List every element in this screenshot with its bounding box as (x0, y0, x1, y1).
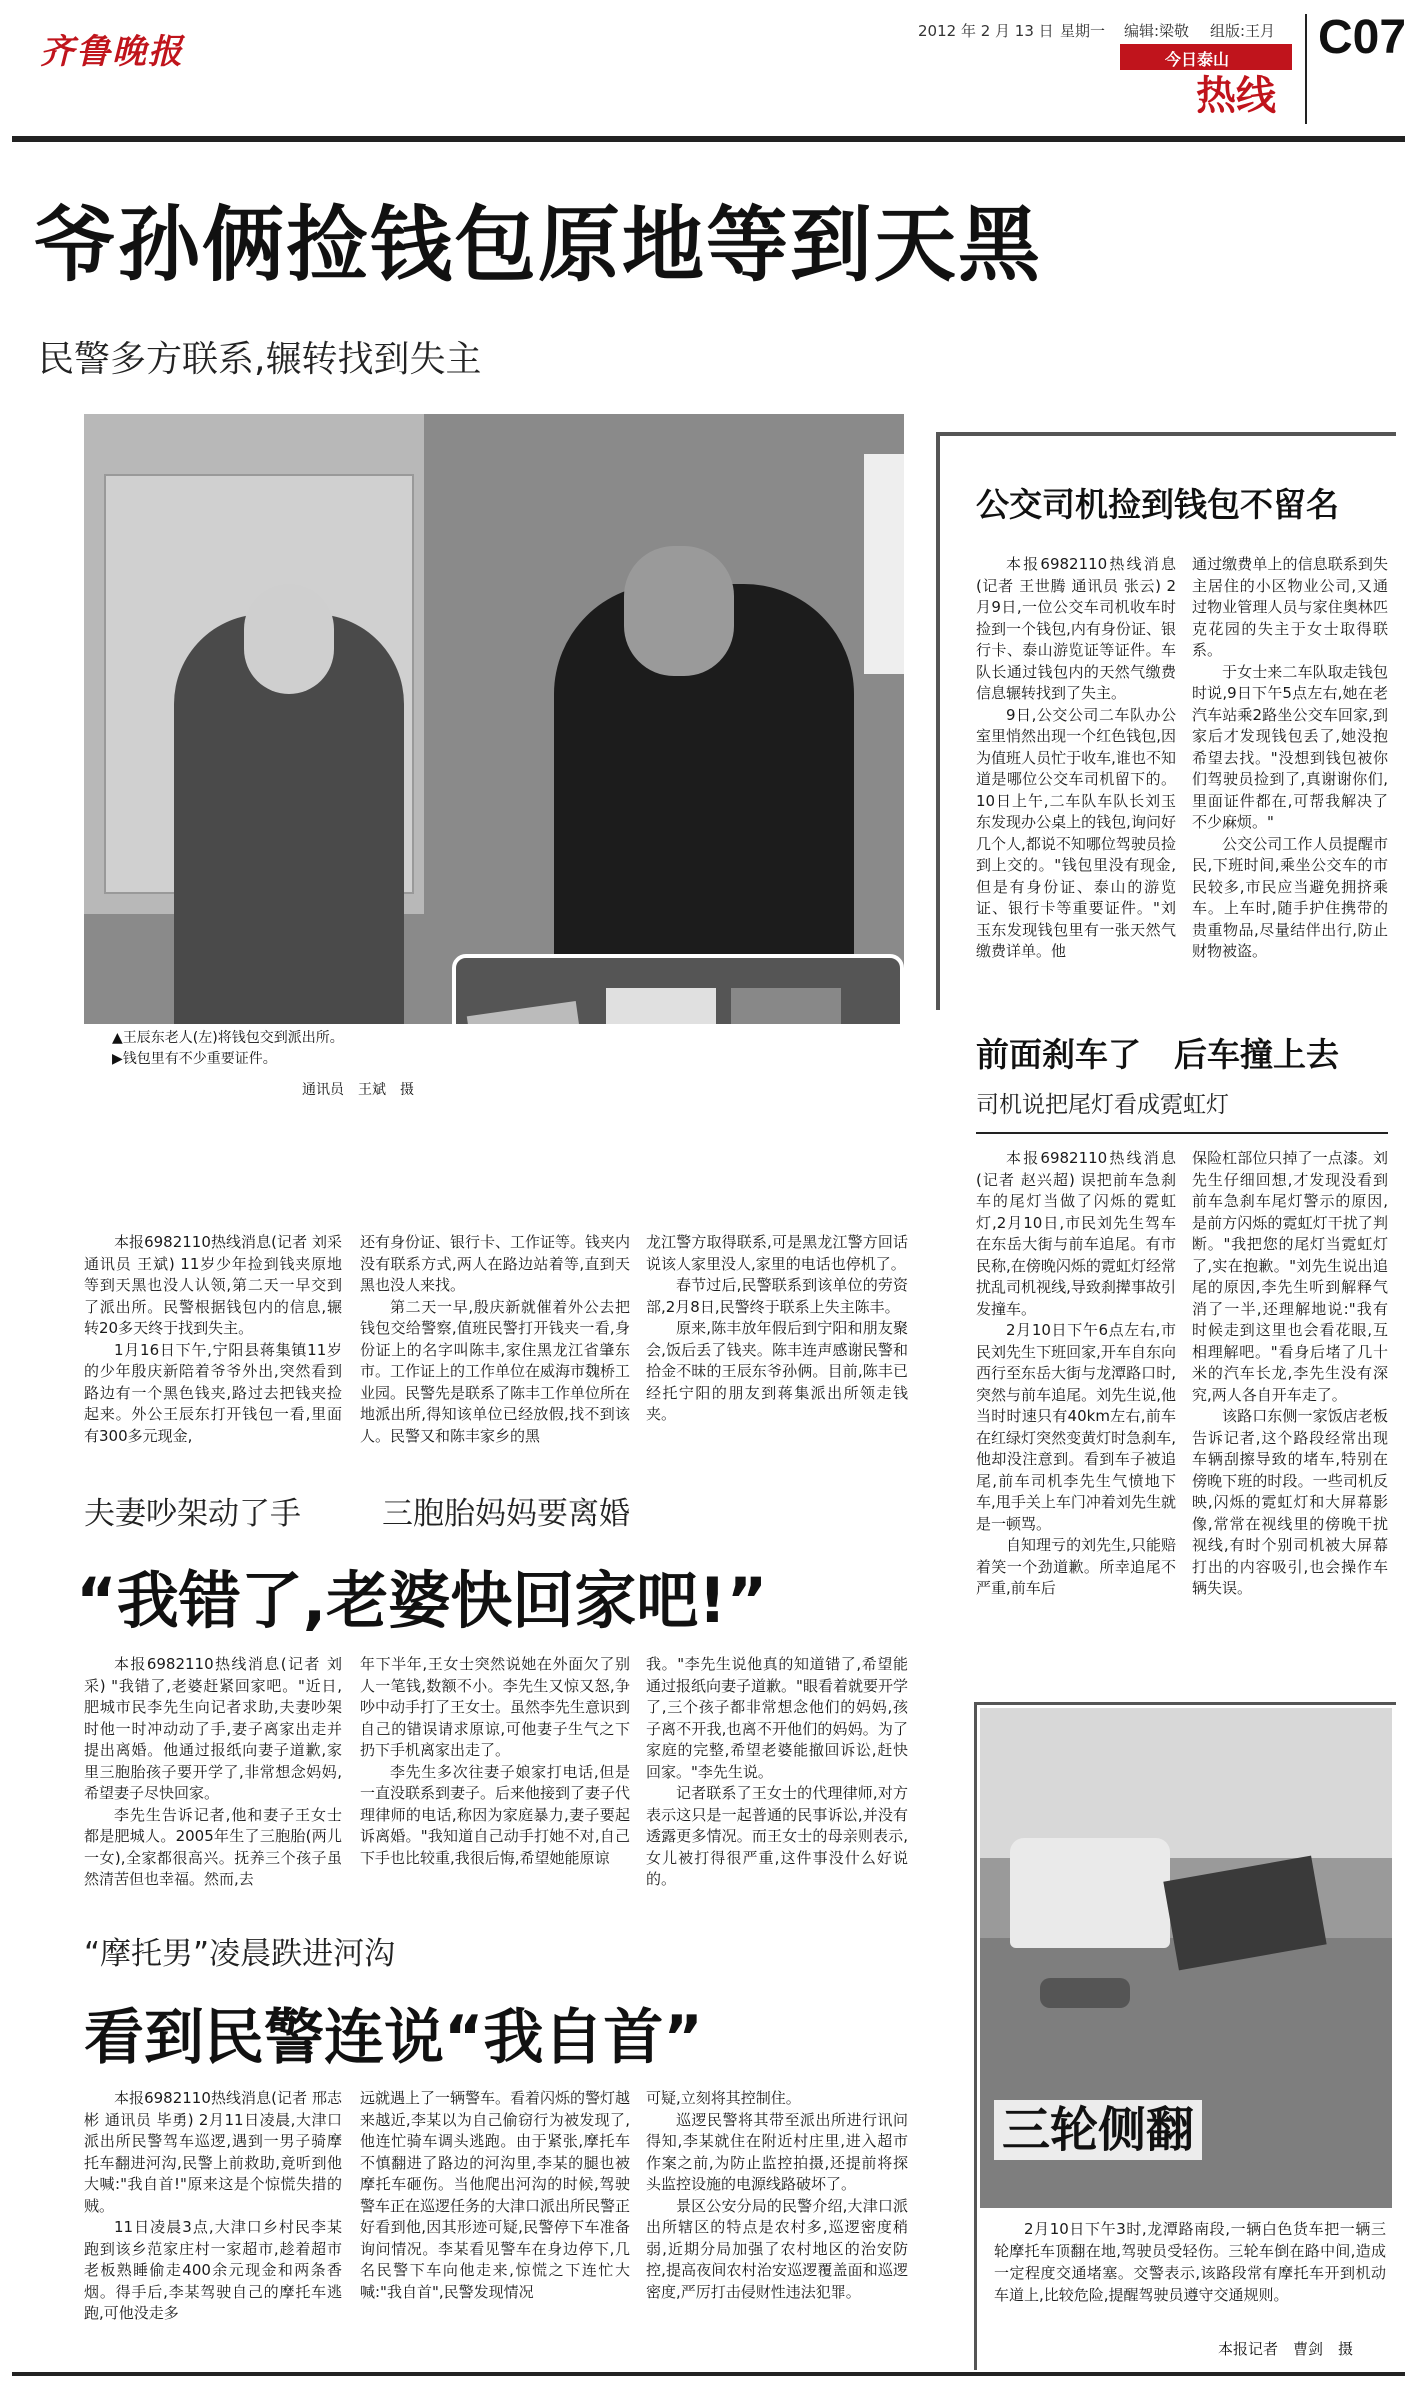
story2-headline: 前面刹车了 后车撞上去 (976, 1035, 1339, 1074)
photo-story-body (994, 2218, 1386, 2328)
sidebar-para: 9日,公交公司二车队办公室里悄然出现一个红色钱包,因为值班人员忙于收车,谁也不知道是哪位公交车司机留下的。10日上午,二车队车队长刘玉东发现办公桌上的钱包,询问好几个人,都说不知哪位驾驶员捡到上交的。"钱包里没有现金,但是有身份证、泰山的游览证、银行卡等重要证件。"刘玉东发现钱包里有一张天然气缴费详单。他 (976, 705, 1176, 960)
story3-body-col1 (84, 1654, 342, 1934)
issue-date: 2012 年 2 月 13 日 (918, 22, 1054, 40)
photo-story-credit: 本报记者 曹剑 摄 (1218, 2340, 1354, 2358)
story4-body-col3 (646, 2088, 908, 2350)
masthead-divider (1305, 14, 1307, 124)
story4-para: 本报6982110热线消息(记者 邢志彬 通讯员 毕勇) 2月11日凌晨,大津口派出所民警驾车巡逻,遇到一男子骑摩托车翻进河沟,民警上前救助,竟听到他大喊:"我自首!"原来这是个惊慌失措的贼。 (84, 2089, 342, 2215)
story2-para: 该路口东侧一家饭店老板告诉记者,这个路段经常出现车辆刮擦导致的堵车,特别在傍晚下班的时段。一些司机反映,闪烁的霓虹灯和大屏幕影像,常常在视线里的傍晚干扰视线,有时个别司机被大屏幕打出的内容吸引,也会操作车辆失误。 (1192, 1407, 1388, 1597)
page-number: C07 (1318, 11, 1407, 64)
inset-photo-wallet-contents (452, 954, 904, 1024)
story2-para: 自知理亏的刘先生,只能赔着笑一个劲道歉。所幸追尾不严重,前车后 (976, 1536, 1176, 1597)
story4-kicker: “摩托男”凌晨跌进河沟 (84, 1936, 396, 1972)
story2-para: 2月10日下午6点左右,市民刘先生下班回家,开车自东向西行至东岳大街与龙潭路口时,突然与前车追尾。刘先生说,他当时时速只有40km左右,前车在红绿灯突然变黄灯时急刹车,他却没注意到。看到车子被追尾,前车司机李先生气愤地下车,甩手关上车门冲着刘先生就是一顿骂。 (976, 1321, 1176, 1533)
designer-credit: 组版:王月 (1210, 22, 1276, 40)
story3-para: 记者联系了王女士的代理律师,对方表示这只是一起普通的民事诉讼,并没有透露更多情况。而王女士的母亲则表示,女儿被打得很严重,这件事没什么好说的。 (646, 1784, 908, 1888)
story1-subhead: 民警多方联系,辗转找到失主 (38, 339, 482, 380)
story4-body-col1 (84, 2088, 342, 2350)
story4-headline: 看到民警连说“我自首” (84, 2003, 703, 2073)
photo-story-headline: 三轮侧翻 (994, 2100, 1202, 2160)
story3-kicker-a: 夫妻吵架动了手 (84, 1496, 301, 1532)
story3-para: 我。"李先生说他真的知道错了,希望能通过报纸向妻子道歉。"眼看着就要开学了,三个孩子都非常想念他们的妈妈,孩子离不开我,也离不开他们的妈妈。为了家庭的完整,希望老婆能撤回诉讼,赶快回家。"李先生说。 (646, 1655, 908, 1781)
story3-headline: “我错了,老婆快回家吧!” (76, 1564, 768, 1637)
story4-para: 远就遇上了一辆警车。看着闪烁的警灯越来越近,李某以为自己偷窃行为被发现了,他连忙骑车调头逃跑。由于紧张,摩托车不慎翻进了路边的河沟里,李某的腿也被摩托车砸伤。当他爬出河沟的时候,驾驶警车正在巡逻任务的大津口派出所民警正好看到他,因其形迹可疑,民警停下车准备询问情况。李某看见警车在身边停下,几名民警下车向他走来,惊慌之下连忙大喊:"我自首",民警发现情况 (360, 2089, 630, 2301)
sidebar-para: 本报6982110热线消息(记者 王世腾 通讯员 张云) 2月9日,一位公交车司机收车时捡到一个钱包,内有身份证、银行卡、泰山游览证等证件。车队长通过钱包内的天然气缴费信息辗转找到了失主。 (976, 555, 1176, 702)
story2-subhead: 司机说把尾灯看成霓虹灯 (976, 1092, 1229, 1118)
story1-body-col2 (360, 1232, 630, 1472)
story3-body-col2 (360, 1654, 630, 1934)
editor-credit: 编辑:梁敬 (1124, 22, 1190, 40)
photo-debris (1040, 1978, 1130, 2008)
story3-body-col3 (646, 1654, 908, 1934)
story2-body-col2 (1192, 1148, 1388, 1668)
story1-para: 1月16日下午,宁阳县蒋集镇11岁的少年殷庆新陪着爷爷外出,突然看到路边有一个黑色钱夹,路过去把钱夹捡起来。外公王辰东打开钱包一看,里面有300多元现金, (84, 1340, 342, 1445)
story4-para: 11日凌晨3点,大津口乡村民李某跑到该乡范家庄村一家超市,趁着超市老板熟睡偷走400余元现金和两条香烟。得手后,李某驾驶自己的摩托车逃跑,可他没走多 (84, 2218, 342, 2322)
photo-white-suv (1010, 1838, 1170, 1948)
story2-para: 保险杠部位只掉了一点漆。刘先生仔细回想,才发现没看到前车急刹车尾灯警示的原因,是前方闪烁的霓虹灯干扰了判断。"我把您的尾灯当霓虹灯了,实在抱歉。"刘先生说出追尾的原因,李先生听到解释气消了一半,还理解地说:"我有时候走到这里也会看花眼,互相理解吧。"看身后堵了几十米的汽车长龙,李先生没有深究,两人各自开车走了。 (1192, 1149, 1388, 1404)
sidebar-body-col1 (976, 554, 1176, 998)
sidebar-para: 于女士来二车队取走钱包时说,9日下午5点左右,她在老汽车站乘2路坐公交车回家,到家后才发现钱包丢了,她没抱希望去找。"没想到钱包被你们驾驶员捡到了,真谢谢你们,里面证件都在,可帮我解决了不少麻烦。" (1192, 662, 1388, 831)
story1-para: 龙江警方取得联系,可是黑龙江警方回话说该人家里没人,家里的电话也停机了。 (646, 1233, 908, 1273)
photo-elder-head (244, 584, 334, 694)
sidebar-para: 通过缴费单上的信息联系到失主居住的小区物业公司,又通过物业管理人员与家住奥林匹克花园的失主于女士取得联系。 (1192, 555, 1388, 659)
caption-line-2: ▶钱包里有不少重要证件。 (112, 1051, 277, 1067)
story1-photo (84, 414, 904, 1024)
footer-rule (12, 2372, 1405, 2376)
story1-para: 原来,陈丰放年假后到宁阳和朋友聚会,饭后丢了钱夹。陈丰连声感谢民警和拾金不昧的王辰东爷孙俩。目前,陈丰已经托宁阳的朋友到蒋集派出所领走钱夹。 (646, 1319, 908, 1423)
story3-para: 李先生告诉记者,他和妻子王女士都是肥城人。2005年生了三胞胎(两儿一女),全家都很高兴。抚养三个孩子虽然清苦但也幸福。然而,去 (84, 1805, 342, 1888)
story2-para: 本报6982110热线消息(记者 赵兴超) 误把前车急刹车的尾灯当做了闪烁的霓虹灯,2月10日,市民刘先生驾车在东岳大街与前车追尾。有市民称,在傍晚闪烁的霓虹灯经常扰乱司机视线,导致刹撵事故引发撞车。 (976, 1149, 1176, 1318)
photo-credit: 通讯员 王斌 摄 (302, 1082, 414, 1098)
story3-para: 李先生多次往妻子娘家打电话,但是一直没联系到妻子。后来他接到了妻子代理律师的电话,称因为家庭暴力,妻子要起诉离婚。"我知道自己动手打她不对,自己下手也比较重,我很后悔,希望她能原谅 (360, 1762, 630, 1867)
inset-bank-card (731, 988, 841, 1024)
newspaper-logo: 齐鲁晚报 (40, 32, 184, 72)
sidebar-para: 公交公司工作人员提醒市民,下班时间,乘坐公交车的市民较多,市民应当避免拥挤乘车。上车时,随手护住携带的贵重物品,尽量结伴出行,防止财物被盗。 (1192, 834, 1388, 960)
photo-road (980, 1938, 1392, 2208)
caption-line-1: ▲王辰东老人(左)将钱包交到派出所。 (112, 1030, 344, 1046)
photo-sky (980, 1708, 1392, 1858)
story1-body-col3 (646, 1232, 908, 1472)
story1-para: 还有身份证、银行卡、工作证等。钱夹内没有联系方式,两人在路边站着等,直到天黑也没人来找。 (360, 1233, 630, 1294)
masthead (0, 0, 1417, 140)
story1-para: 本报6982110热线消息(记者 刘采 通讯员 王斌) 11岁少年捡到钱夹原地等到天黑也没人认领,第二天一早交到了派出所。民警根据钱包内的信息,辗转20多天终于找到失主。 (84, 1233, 342, 1337)
story4-body-col2 (360, 2088, 630, 2350)
story4-para: 景区公安分局的民警介绍,大津口派出所辖区的特点是农村多,巡逻密度稍弱,近期分局加强了农村地区的治安防控,提高夜间农村治安巡逻覆盖面和巡逻密度,严厉打击侵财性违法犯罪。 (646, 2196, 908, 2301)
masthead-rule (12, 136, 1405, 142)
sidebar-body-col2 (1192, 554, 1388, 998)
story3-para: 年下半年,王女士突然说她在外面欠了别人一笔钱,数额不小。李先生又惊又怒,争吵中动手打了王女士。虽然李先生意识到自己的错误请求原谅,可他妻子生气之下扔下手机离家出走了。 (360, 1655, 630, 1759)
inset-banknotes (467, 1001, 595, 1024)
story3-kicker-b: 三胞胎妈妈要离婚 (382, 1496, 630, 1532)
story4-para: 可疑,立刻将其控制住。 (646, 2089, 801, 2107)
story1-para: 春节过后,民警联系到该单位的劳资部,2月8日,民警终于联系上失主陈丰。 (646, 1276, 908, 1316)
photo-officer-head (624, 546, 734, 676)
sidebar-headline: 公交司机捡到钱包不留名 (976, 485, 1339, 524)
photo-story-para: 2月10日下午3时,龙潭路南段,一辆白色货车把一辆三轮摩托车顶翻在地,驾驶员受轻伤。三轮车倒在路中间,造成一定程度交通堵塞。交警表示,该路段常有摩托车开到机动车道上,比较危险,提醒驾驶员遵守交通规则。 (994, 2220, 1386, 2304)
section-tag: 今日泰山 (1165, 50, 1230, 69)
photo-window (864, 454, 904, 674)
story1-photo-caption (112, 1028, 442, 1101)
story1-para: 第二天一早,殷庆新就催着外公去把钱包交给警察,值班民警打开钱夹一看,身份证上的名字叫陈丰,家住黑龙江省肇东市。工作证上的工作单位在威海市魏桥工业园。民警先是联系了陈丰工作单位所在地派出所,得知该单位已经放假,找不到该人。民警又和陈丰家乡的黑 (360, 1297, 630, 1445)
story1-headline: 爷孙俩捡钱包原地等到天黑 (34, 198, 1043, 293)
story2-body-col1 (976, 1148, 1176, 1668)
story3-para: 本报6982110热线消息(记者 刘采) "我错了,老婆赶紧回家吧。"近日,肥城市民李先生向记者求助,夫妻吵架时他一时冲动动了手,妻子离家出走并提出离婚。他通过报纸向妻子道歉,家里三胞胎孩子要开学了,非常想念妈妈,希望妻子尽快回家。 (84, 1655, 342, 1802)
section-name: 热线 (1196, 73, 1276, 119)
story2-rule (976, 1132, 1388, 1134)
story1-body-col1 (84, 1232, 342, 1472)
issue-weekday: 星期一 (1060, 22, 1106, 40)
story4-para: 巡逻民警将其带至派出所进行讯问得知,李某就住在附近村庄里,进入超市作案之前,为防止监控拍摄,还提前将探头监控设施的电源线路破坏了。 (646, 2110, 908, 2193)
inset-id-card (606, 988, 716, 1024)
